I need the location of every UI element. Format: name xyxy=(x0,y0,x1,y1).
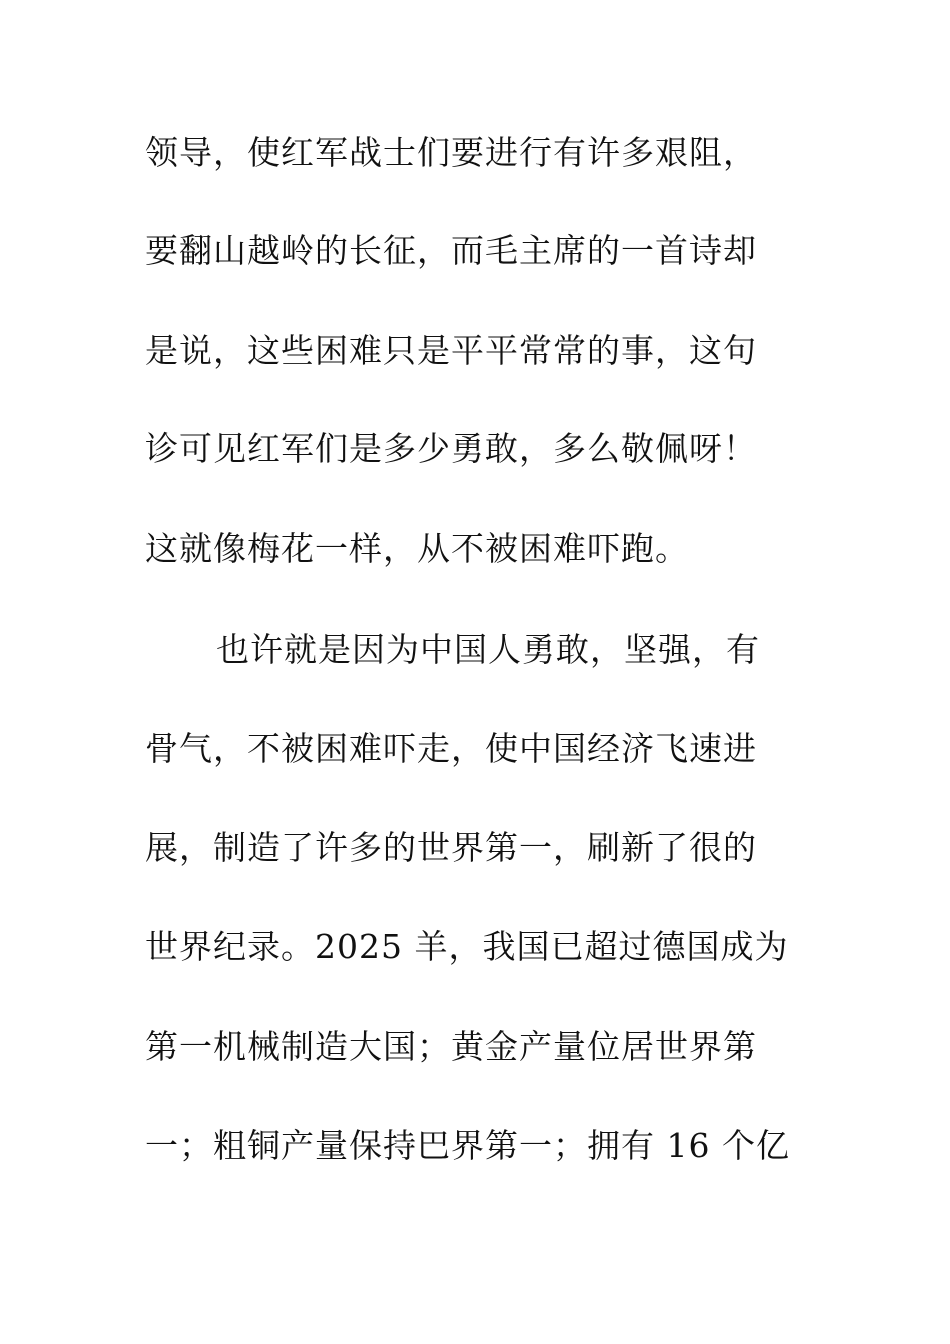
text-line: 是说，这些困难只是平平常常的事，这句 xyxy=(145,331,757,370)
text-line: 一；粗铜产量保持巴界第一；拥有 16 个亿 xyxy=(145,1126,790,1165)
text-line: 这就像梅花一样，从不被困难吓跑。 xyxy=(145,529,689,568)
text-line: 领导，使红军战士们要进行有许多艰阻， xyxy=(145,133,757,172)
text-line: 要翻山越岭的长征，而毛主席的一首诗却 xyxy=(145,231,757,270)
paragraph-first-line: 也许就是因为中国人勇敢，坚强，有 xyxy=(216,630,760,669)
text-line: 世界纪录。2025 羊，我国已超过德国成为 xyxy=(145,927,789,966)
text-line: 诊可见红军们是多少勇敢，多么敬佩呀！ xyxy=(145,429,757,468)
text-line: 骨气，不被困难吓走，使中国经济飞速进 xyxy=(145,729,757,768)
text-line: 展，制造了许多的世界第一，刷新了很的 xyxy=(145,828,757,867)
text-line: 第一机械制造大国；黄金产量位居世界第 xyxy=(145,1027,757,1066)
